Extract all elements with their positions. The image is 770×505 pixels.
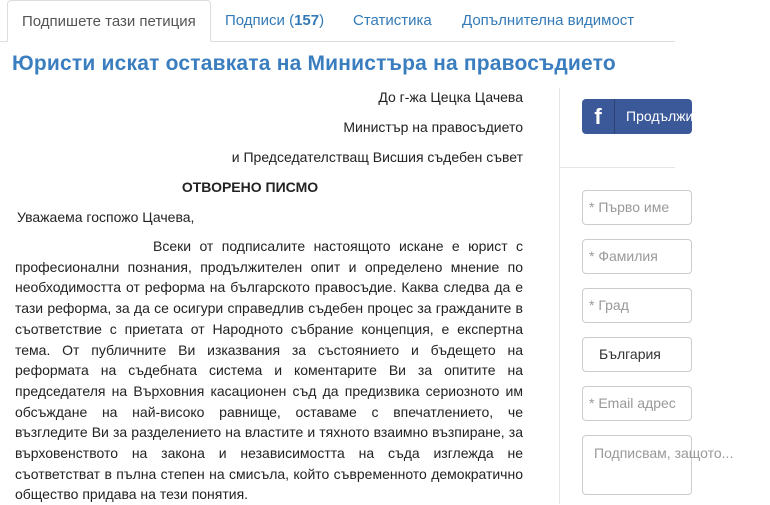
page-title: Юристи искат оставката на Министъра на правосъдието — [12, 52, 616, 75]
letter-body-text: Всеки от подписалите настоящото искане е юрист с професионални познания, продължителен опит и определено мнение по необходимостта от реформа на българското правосъдие. Каква следва да е тази реформа, за да се осигури справедлив съдебен процес за гражданите в съответствие с приетата от Народното събрание концепция, е експертна тема. От публичните Ви изказвания за състоянието и бъдещето на реформата на съдебната система и коментарите Ви за опитите на председателя на Върховния касационен съд да предизвика сериозното им обсъждане на най-високо равнище, оставаме с впечатлението, че възгледите Ви за разделението на властите и тяхното взаимно възпиране, за върховенството на закона и независимостта на съда изглежда не съответстват в пълна степен на смисъла, който съвременното демократично общество придава на тези понятия. — [15, 238, 523, 503]
letter-recipient-position: Министър на правосъдието — [343, 119, 523, 135]
letter-recipient: До г-жа Цецка Цачева — [378, 89, 523, 105]
tab-sign-petition-label: Подпишете тази петиция — [22, 13, 196, 30]
facebook-button-label: Продължи с Facebook — [626, 108, 770, 124]
comment-textarea[interactable]: Подписвам, защото... — [582, 435, 692, 495]
letter-greeting: Уважаема госпожо Цачева, — [17, 209, 195, 225]
last-name-input[interactable]: * Фамилия — [582, 239, 692, 274]
email-input[interactable]: * Email адрес — [582, 386, 692, 421]
tab-signatures[interactable] — [211, 6, 338, 42]
letter-recipient-chair: и Председателстващ Висшия съдебен съвет — [231, 149, 523, 165]
column-divider — [559, 88, 560, 504]
tab-extra-visibility-label: Допълнителна видимост — [462, 12, 635, 29]
letter-heading: ОТВОРЕНО ПИСМО — [181, 179, 319, 195]
signatures-count: 157 — [294, 12, 320, 29]
tab-statistics[interactable] — [339, 6, 446, 42]
city-input[interactable]: * Град — [582, 288, 692, 323]
facebook-icon: f — [582, 99, 615, 134]
form-divider — [560, 167, 675, 168]
country-select[interactable]: България — [582, 337, 692, 372]
facebook-continue-button[interactable] — [582, 99, 770, 134]
tab-signatures-label: Подписи ( — [225, 12, 295, 29]
tab-signatures-suffix: ) — [319, 12, 325, 29]
tab-extra-visibility[interactable] — [448, 6, 648, 42]
first-name-input[interactable]: * Първо име — [582, 190, 692, 225]
tab-statistics-label: Статистика — [353, 12, 432, 29]
tab-sign-petition[interactable] — [7, 0, 211, 42]
petition-tabs — [0, 0, 675, 42]
letter-body — [15, 236, 523, 505]
